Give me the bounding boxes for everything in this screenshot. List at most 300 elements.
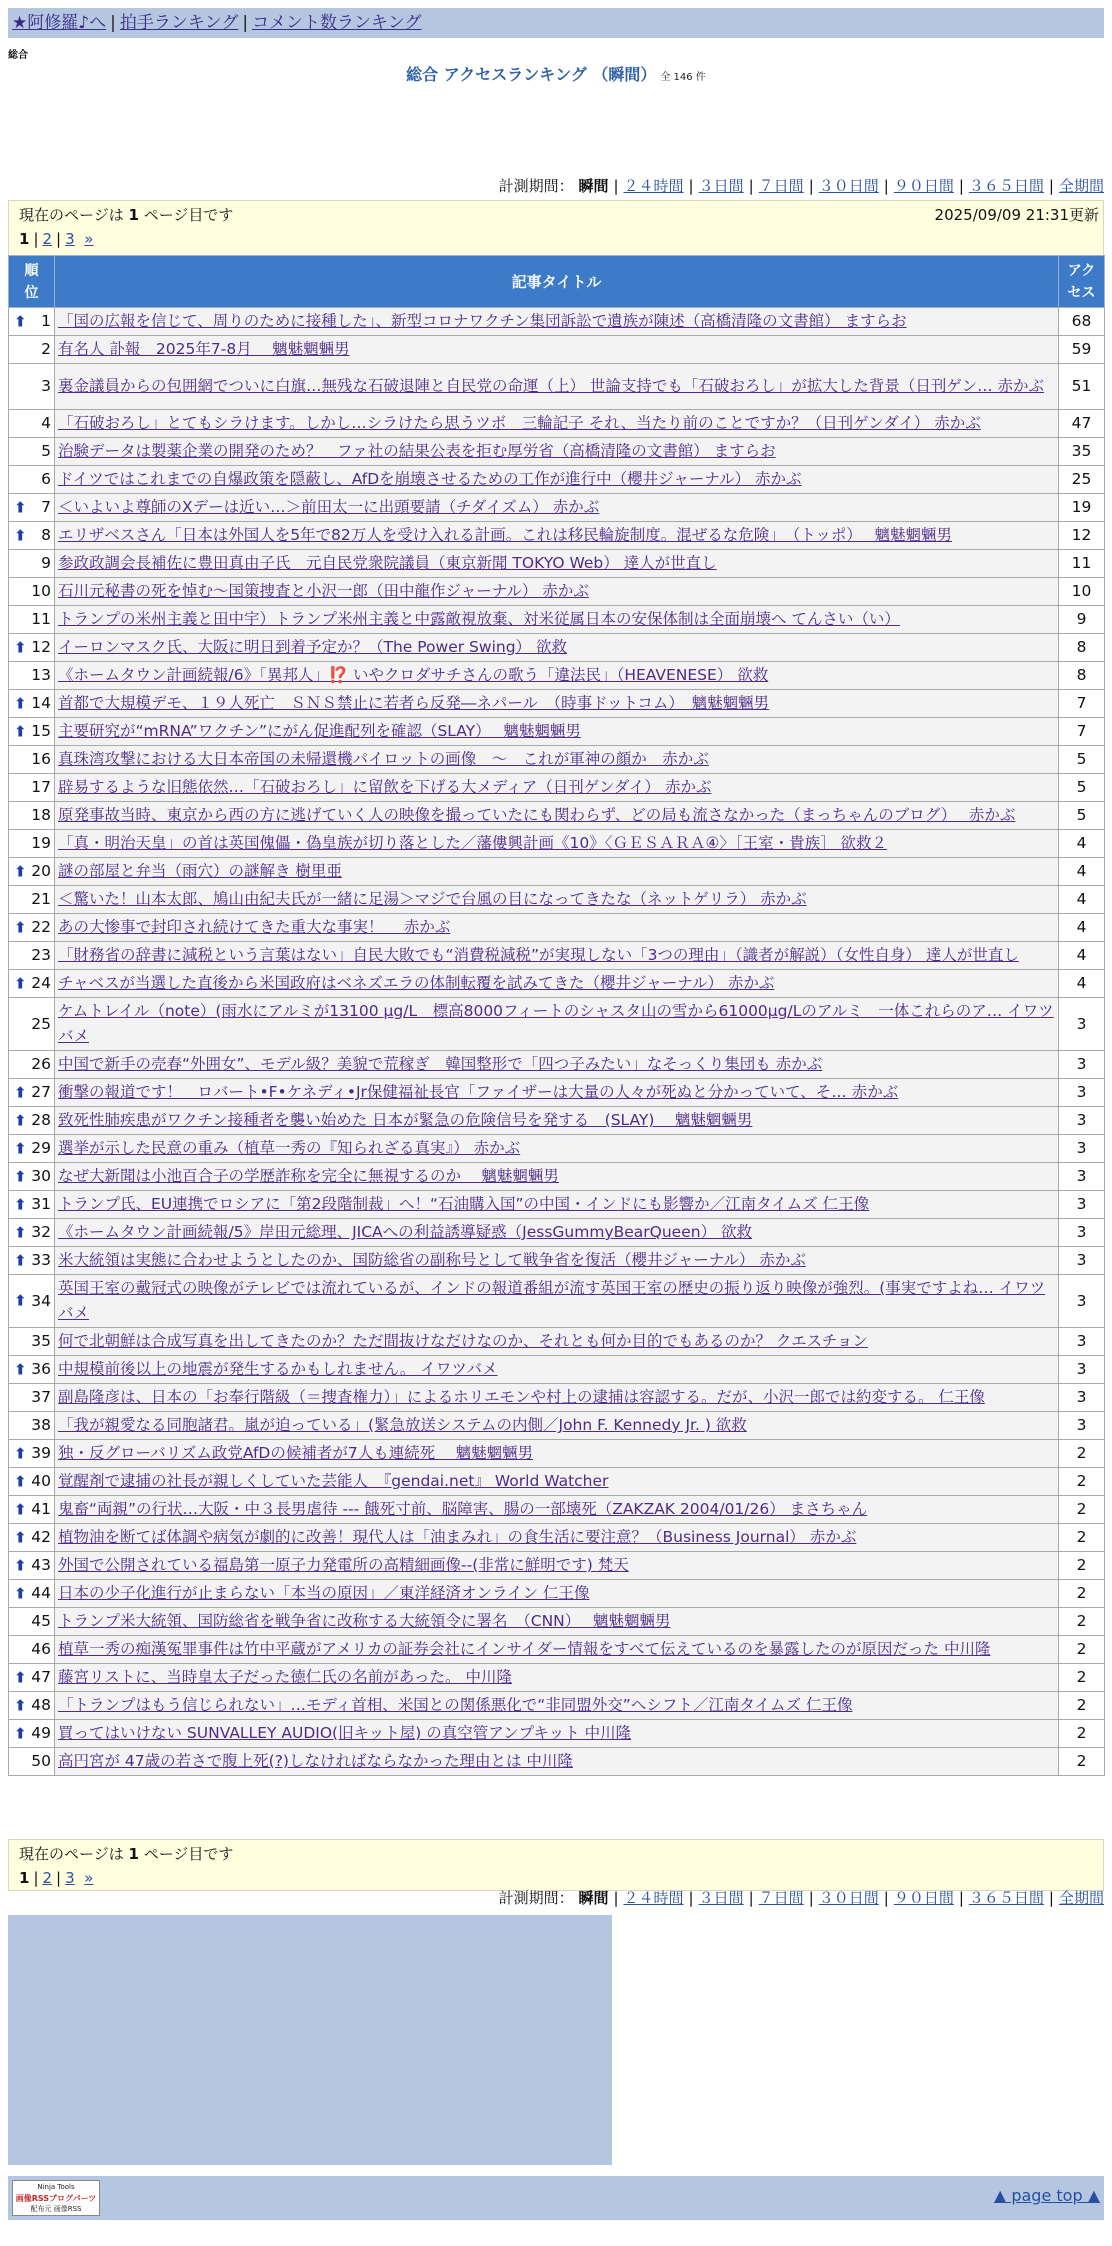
rank-header-text: 順位 (24, 262, 39, 301)
rank-cell (9, 494, 55, 522)
table-row (9, 438, 1105, 466)
title-cell (55, 1191, 1059, 1219)
access-count-cell: 2 (1059, 1496, 1105, 1524)
title-cell (55, 1496, 1059, 1524)
rank-up-arrow-icon: ⬆ (14, 1111, 27, 1129)
access-count-cell: 2 (1059, 1720, 1105, 1748)
access-count-cell: 3 (1059, 1219, 1105, 1247)
rank-cell (9, 1496, 55, 1524)
logo-main-text: 画像RSSブログパーツ (15, 2194, 97, 2203)
article-link[interactable]: 「財務省の辞書に減税という言葉はない」自民大敗でも“消費税減税”が実現しない「3つの理由」（識者が解説）（女性自身） 達人が世直し (58, 946, 1019, 964)
title-cell (55, 1135, 1059, 1163)
title-cell (55, 1720, 1059, 1748)
rank-cell (9, 1580, 55, 1608)
article-link[interactable]: 藤宮リストに、当時皇太子だった徳仁氏の名前があった。 中川隆 (58, 1668, 512, 1686)
article-link[interactable]: トランプの米州主義と田中宇）トランプ米州主義と中露敵視放棄、対米従属日本の安保体制は全面崩壊へ てんさい（い） (58, 610, 900, 628)
title-cell (55, 998, 1059, 1051)
rank-up-arrow-icon: ⬆ (14, 918, 27, 936)
article-link[interactable]: 外国で公開されている福島第一原子力発電所の高精細画像--(非常に鮮明です) 梵天 (58, 1556, 629, 1574)
title-cell (55, 336, 1059, 364)
ad-placeholder (8, 1915, 612, 2165)
title-cell (55, 1608, 1059, 1636)
article-link[interactable]: 植草一秀の痴漢冤罪事件は竹中平蔵がアメリカの証券会社にインサイダー情報をすべて伝えているのを暴露したのが原因だった 中川隆 (58, 1640, 991, 1658)
rank-cell (9, 802, 55, 830)
rank-up-arrow-icon: ⬆ (14, 1139, 27, 1157)
rank-cell (9, 746, 55, 774)
rank-cell (9, 1219, 55, 1247)
article-link[interactable]: あの大惨事で封印され続けてきた重大な事実！ 赤かぶ (58, 918, 451, 936)
period-link-3d[interactable]: ３日間 (698, 177, 744, 195)
ranking-table (8, 255, 1105, 1776)
access-count-cell: 4 (1059, 886, 1105, 914)
article-link[interactable]: ドイツではこれまでの自爆政策を隠蔽し、AfDを崩壊させるための工作が進行中（櫻井ジャーナル） 赤かぶ (58, 470, 802, 488)
rank-up-arrow-icon: ⬆ (14, 638, 27, 656)
rank-cell (9, 1608, 55, 1636)
table-row (9, 606, 1105, 634)
rank-cell (9, 1748, 55, 1776)
rank-cell (9, 1107, 55, 1135)
rank-cell (9, 1468, 55, 1496)
article-link[interactable]: チャベスが当選した直後から米国政府はベネズエラの体制転覆を試みてきた（櫻井ジャーナル） 赤かぶ (58, 974, 775, 992)
rank-cell (9, 1384, 55, 1412)
access-count-cell: 3 (1059, 1163, 1105, 1191)
access-count-cell: 3 (1059, 1135, 1105, 1163)
access-count-cell: 2 (1059, 1692, 1105, 1720)
period-link-7d[interactable]: ７日間 (758, 1889, 804, 1907)
title-cell (55, 466, 1059, 494)
access-count-cell: 10 (1059, 578, 1105, 606)
article-link[interactable]: 米大統領は実態に合わせようとしたのか、国防総省の副称号として戦争省を復活（櫻井ジャーナル） 赤かぶ (58, 1251, 806, 1269)
title-cell (55, 1384, 1059, 1412)
rank-cell (9, 886, 55, 914)
rank-cell (9, 1552, 55, 1580)
access-count-cell: 3 (1059, 998, 1105, 1051)
rank-cell (9, 970, 55, 998)
period-link-24h[interactable]: ２４時間 (623, 177, 684, 195)
page-1-current: 1 (19, 230, 30, 248)
rank-cell (9, 1412, 55, 1440)
table-row (9, 1524, 1105, 1552)
access-count-cell: 7 (1059, 690, 1105, 718)
title-cell (55, 1079, 1059, 1107)
title-header: 記事タイトル (55, 256, 1059, 308)
rank-number: 49 (31, 1724, 51, 1742)
article-link[interactable]: 英国王室の戴冠式の映像がテレビでは流れているが、インドの報道番組が流す英国王室の歴史の振り返り映像が強烈。(事実ですよね… イワツバメ (58, 1279, 1046, 1322)
period-link-24h[interactable]: ２４時間 (623, 1889, 684, 1907)
rank-cell (9, 336, 55, 364)
table-row (9, 1748, 1105, 1776)
rank-number: 22 (31, 918, 51, 936)
rank-cell (9, 1636, 55, 1664)
rank-number: 30 (31, 1167, 51, 1185)
access-count-cell: 2 (1059, 1580, 1105, 1608)
article-link[interactable]: トランプ米大統領、国防総省を戦争省に改称する大統領令に署名 （CNN） 魑魅魍魎男 (58, 1612, 671, 1630)
article-link[interactable]: 「国の広報を信じて、周りのために接種した」、新型コロナワクチン集団訴訟で遺族が陳述（高橋清隆の文書館） ますらお (58, 312, 907, 330)
title-cell (55, 690, 1059, 718)
article-link[interactable]: 「我が親愛なる同胞諸君。嵐が迫っている」(緊急放送システムの内側／John F. Kennedy Jr. ) 欲救 (58, 1416, 747, 1434)
rank-number: 15 (31, 722, 51, 740)
rank-number: 34 (31, 1291, 51, 1310)
access-count-cell: 4 (1059, 914, 1105, 942)
title-cell (55, 914, 1059, 942)
rank-cell (9, 466, 55, 494)
article-link[interactable]: 覚醒剤で逮捕の社長が親しくしていた芸能人 『gendai.net』 World Watcher (58, 1472, 609, 1490)
article-link[interactable]: 原発事故当時、東京から西の方に逃げていく人の映像を撮っていたにも関わらず、どの局も流さなかった（まっちゃんのブログ） 赤かぶ (58, 806, 1016, 824)
article-link[interactable]: 副島隆彦は、日本の「お奉行階級（＝捜査権力）」によるホリエモンや村上の逮捕は容認する。だが、小沢一郎では約変する。 仁王像 (58, 1388, 985, 1406)
table-row (9, 1440, 1105, 1468)
access-count-cell: 3 (1059, 1275, 1105, 1328)
rank-number: 6 (41, 470, 51, 488)
rank-up-arrow-icon: ⬆ (14, 1083, 27, 1101)
rank-number: 24 (31, 974, 51, 992)
rank-cell (9, 718, 55, 746)
rank-number: 29 (31, 1139, 51, 1157)
article-link[interactable]: 裏金議員からの包囲網でついに白旗…無残な石破退陣と自民党の命運（上） 世論支持でも「石破おろし」が拡大した背景（日刊ゲン… 赤かぶ (58, 377, 1045, 395)
table-row (9, 1356, 1105, 1384)
logo-top-text: Ninja Tools (37, 2183, 75, 2191)
article-link[interactable]: 治験データは製薬企業の開発のため？ ファ社の結果公表を拒む厚労省（高橋清隆の文書館） ますらお (58, 442, 776, 460)
article-link[interactable]: なぜ大新聞は小池百合子の学歴詐称を完全に無視するのか 魑魅魍魎男 (58, 1167, 559, 1185)
title-cell (55, 1664, 1059, 1692)
rank-up-arrow-icon: ⬆ (14, 1195, 27, 1213)
page-2-link[interactable]: 2 (42, 1869, 53, 1887)
period-selector-top: 計測期間： 瞬間 | ２４時間 | ３日間 | ７日間 | ３０日間 | ９０日間 | ３６５日間 | 全期間 (498, 177, 1104, 195)
rank-number: 50 (31, 1752, 51, 1770)
table-row (9, 970, 1105, 998)
access-count-cell: 8 (1059, 662, 1105, 690)
article-link[interactable]: 衝撃の報道です！ ロバート•F•ケネディ•Jr保健福祉長官「ファイザーは大量の人々が死ぬと分かっていて、そ… 赤かぶ (58, 1083, 899, 1101)
pagination: 1 | 2 | 3 » (19, 230, 94, 248)
table-row (9, 550, 1105, 578)
access-count-cell: 2 (1059, 1524, 1105, 1552)
table-row (9, 1608, 1105, 1636)
title-cell (55, 1552, 1059, 1580)
table-row (9, 1636, 1105, 1664)
pagination: 1 | 2 | 3 » (19, 1869, 94, 1887)
rank-number: 11 (31, 610, 51, 628)
rank-number: 10 (31, 582, 51, 600)
title-cell (55, 858, 1059, 886)
page-top-link[interactable]: ▲ page top ▲ (993, 2186, 1100, 2205)
rank-up-arrow-icon: ⬆ (14, 1528, 27, 1546)
rank-number: 21 (31, 890, 51, 908)
rank-up-arrow-icon: ⬆ (14, 312, 27, 330)
rank-up-arrow-icon: ⬆ (14, 1668, 27, 1686)
period-link-7d[interactable]: ７日間 (758, 177, 804, 195)
access-count-cell: 11 (1059, 550, 1105, 578)
pager-bottom (8, 1839, 1104, 1891)
article-link[interactable]: 有名人 訃報 2025年7-8月 魑魅魍魎男 (58, 340, 350, 358)
article-link[interactable]: イーロンマスク氏、大阪に明日到着予定か？（The Power Swing） 欲救 (58, 638, 567, 656)
table-row (9, 802, 1105, 830)
access-count-cell: 2 (1059, 1748, 1105, 1776)
rank-number: 41 (31, 1500, 51, 1518)
rank-number: 1 (41, 312, 51, 330)
period-selector-bottom: 計測期間： 瞬間 | ２４時間 | ３日間 | ７日間 | ３０日間 | ９０日間 | ３６５日間 | 全期間 (498, 1889, 1104, 1907)
rank-number: 12 (31, 638, 51, 656)
access-count-cell: 4 (1059, 858, 1105, 886)
period-link-90d[interactable]: ９０日間 (893, 1889, 954, 1907)
table-row (9, 1275, 1105, 1328)
table-row (9, 858, 1105, 886)
article-link[interactable]: 何で北朝鮮は合成写真を出してきたのか？ただ間抜けなだけなのか、それとも何か目的でもあるのか？ クエスチョン (58, 1332, 868, 1350)
rank-up-arrow-icon: ⬆ (14, 1584, 27, 1602)
article-link[interactable]: 買ってはいけない SUNVALLEY AUDIO(旧キット屋) の真空管アンプキット 中川隆 (58, 1724, 632, 1742)
rank-number: 32 (31, 1223, 51, 1241)
title-cell (55, 364, 1059, 410)
rank-number: 3 (41, 377, 51, 395)
access-count-cell: 12 (1059, 522, 1105, 550)
period-link-all[interactable]: 全期間 (1058, 1889, 1104, 1907)
rank-number: 16 (31, 750, 51, 768)
period-label: 計測期間： (498, 1889, 574, 1907)
rank-cell (9, 998, 55, 1051)
page-2-link[interactable]: 2 (42, 230, 53, 248)
article-link[interactable]: 「トランプはもう信じられない」…モディ首相、米国との関係悪化で“非同盟外交”へシフト／江南タイムズ 仁王像 (58, 1696, 853, 1714)
rank-number: 44 (31, 1584, 51, 1602)
title-cell (55, 802, 1059, 830)
title-cell (55, 1440, 1059, 1468)
table-row (9, 662, 1105, 690)
access-count-cell: 2 (1059, 1440, 1105, 1468)
access-count-cell: 2 (1059, 1552, 1105, 1580)
rank-number: 20 (31, 862, 51, 880)
rank-number: 45 (31, 1612, 51, 1630)
pager-prefix: 現在のページは (19, 1845, 124, 1863)
article-link[interactable]: 日本の少子化進行が止まらない「本当の原因」／東洋経済オンライン 仁王像 (58, 1584, 590, 1602)
rank-number: 7 (41, 498, 51, 516)
rank-number: 28 (31, 1111, 51, 1129)
page-1-current: 1 (19, 1869, 30, 1887)
access-count-cell: 5 (1059, 746, 1105, 774)
period-link-365d[interactable]: ３６５日間 (968, 177, 1044, 195)
table-row (9, 1191, 1105, 1219)
title-cell (55, 746, 1059, 774)
rank-cell (9, 550, 55, 578)
rank-cell (9, 1720, 55, 1748)
table-row (9, 746, 1105, 774)
access-count-cell: 59 (1059, 336, 1105, 364)
title-cell (55, 1107, 1059, 1135)
article-link[interactable]: 辟易するような旧態依然…「石破おろし」に留飲を下げる大メディア（日刊ゲンダイ） 赤かぶ (58, 778, 712, 796)
next-page-link[interactable]: » (84, 230, 94, 248)
logo-sub-text: 配布元 画像RSS (30, 2205, 82, 2213)
article-link[interactable]: 鬼畜“両親”の行状…大阪・中３長男虐待 --- 餓死寸前、脳障害、腸の一部壊死（ZAKZAK 2004/01/26） まさちゃん (58, 1500, 868, 1518)
table-row (9, 336, 1105, 364)
access-count-cell: 25 (1059, 466, 1105, 494)
access-count-cell: 3 (1059, 1356, 1105, 1384)
rank-number: 13 (31, 666, 51, 684)
rank-up-arrow-icon: ⬆ (14, 1251, 27, 1269)
rank-number: 26 (31, 1055, 51, 1073)
access-count-cell: 5 (1059, 774, 1105, 802)
table-row (9, 774, 1105, 802)
table-row (9, 1412, 1105, 1440)
article-link[interactable]: 参政政調会長補佐に豊田真由子氏 元自民党衆院議員（東京新聞 TOKYO Web） 達人が世直し (58, 554, 717, 572)
rank-number: 42 (31, 1528, 51, 1546)
article-link[interactable]: ケムトレイル（note）(雨水にアルミが13100 μg/L 標高8000フィートのシャスタ山の雪から61000μg/Lのアルミ 一体これらのア… イワツバメ (58, 1002, 1054, 1045)
access-count-cell: 4 (1059, 942, 1105, 970)
rank-number: 48 (31, 1696, 51, 1714)
rank-cell (9, 308, 55, 336)
rank-number: 43 (31, 1556, 51, 1574)
period-link-30d[interactable]: ３０日間 (818, 1889, 879, 1907)
rank-number: 31 (31, 1195, 51, 1213)
rss-parts-logo[interactable] (12, 2180, 100, 2216)
pager-top (8, 200, 1104, 256)
rank-cell (9, 364, 55, 410)
access-count-cell: 3 (1059, 1328, 1105, 1356)
title-cell (55, 1748, 1059, 1776)
rank-cell (9, 1135, 55, 1163)
rank-header (9, 256, 55, 308)
access-count-cell: 3 (1059, 1384, 1105, 1412)
table-row (9, 942, 1105, 970)
page-3-link[interactable]: 3 (65, 230, 75, 248)
period-link-all[interactable]: 全期間 (1058, 177, 1104, 195)
article-link[interactable]: 石川元秘書の死を悼む〜国策捜査と小沢一郎（田中龍作ジャーナル） 赤かぶ (58, 582, 589, 600)
period-link-365d[interactable]: ３６５日間 (968, 1889, 1044, 1907)
rank-up-arrow-icon: ⬆ (14, 862, 27, 880)
article-link[interactable]: トランプ氏、EU連携でロシアに「第2段階制裁」へ！“石油購入国”の中国・インドにも影響か／江南タイムズ 仁王像 (58, 1195, 870, 1213)
access-count-cell: 47 (1059, 410, 1105, 438)
rank-number: 4 (41, 414, 51, 432)
article-link[interactable]: 主要研究が“mRNA”ワクチン”にがん促進配列を確認（SLAY） 魑魅魍魎男 (58, 722, 581, 740)
page-title-text: 総合 アクセスランキング （瞬間） (406, 65, 657, 84)
access-count-cell: 8 (1059, 634, 1105, 662)
rank-cell (9, 578, 55, 606)
article-link[interactable]: 《ホームタウン計画続報/5》岸田元総理、JICAへの利益誘導疑惑（JessGummyBearQueen） 欲救 (58, 1223, 753, 1241)
rank-cell (9, 1051, 55, 1079)
access-count-cell: 35 (1059, 438, 1105, 466)
article-link[interactable]: 致死性肺疾患がワクチン接種者を襲い始めた 日本が緊急の危険信号を発する (SLAY) 魑魅魍魎男 (58, 1111, 753, 1129)
title-cell (55, 1051, 1059, 1079)
article-link[interactable]: 「石破おろし」とてもシラけます。しかし…シラけたら思うツボ 三輪記子 それ、当たり前のことですか？（日刊ゲンダイ） 赤かぶ (58, 414, 981, 432)
article-link[interactable]: エリザベスさん「日本は外国人を5年で82万人を受け入れる計画。これは移民輪旋制度。混ぜるな危険」 （トッポ） 魑魅魍魎男 (58, 526, 952, 544)
period-link-3d[interactable]: ３日間 (698, 1889, 744, 1907)
rank-cell (9, 522, 55, 550)
rank-number: 14 (31, 694, 51, 712)
article-link[interactable]: ＜驚いた！山本太郎、鳩山由紀夫氏が一緒に足湯＞マジで台風の目になってきたな（ネットゲリラ） 赤かぶ (58, 890, 807, 908)
article-link[interactable]: 植物油を断てば体調や病気が劇的に改善！現代人は「油まみれ」の食生活に要注意？（Business Journal） 赤かぶ (58, 1528, 857, 1546)
total-count: 全 146 件 (660, 72, 706, 83)
rank-up-arrow-icon: ⬆ (14, 1724, 27, 1742)
article-link[interactable]: 高円宮が 47歳の若さで腹上死(?)しなければならなかった理由とは 中川隆 (58, 1752, 573, 1770)
title-cell (55, 1692, 1059, 1720)
rank-number: 39 (31, 1444, 51, 1462)
access-count-cell: 7 (1059, 718, 1105, 746)
access-count-cell: 19 (1059, 494, 1105, 522)
nav-separator: | (242, 13, 249, 33)
rank-number: 2 (41, 340, 51, 358)
table-row (9, 1552, 1105, 1580)
rank-cell (9, 690, 55, 718)
rank-cell (9, 1328, 55, 1356)
table-row (9, 914, 1105, 942)
rank-cell (9, 1356, 55, 1384)
title-cell (55, 1247, 1059, 1275)
ranking-table-body (9, 308, 1105, 1776)
access-count-cell: 2 (1059, 1636, 1105, 1664)
page-title (0, 62, 1112, 85)
rank-cell (9, 774, 55, 802)
table-row (9, 1247, 1105, 1275)
pager-current: 1 (128, 1845, 139, 1863)
rank-cell (9, 1692, 55, 1720)
article-link[interactable]: 謎の部屋と弁当（雨穴）の謎解き 樹里亜 (58, 862, 342, 880)
home-link[interactable]: ★阿修羅♪へ (12, 13, 107, 33)
applause-ranking-link[interactable]: 拍手ランキング (119, 13, 239, 33)
title-cell (55, 1163, 1059, 1191)
next-page-link[interactable]: » (84, 1869, 94, 1887)
table-row (9, 634, 1105, 662)
title-cell (55, 1524, 1059, 1552)
article-link[interactable]: 選挙が示した民意の重み（植草一秀の『知られざる真実』） 赤かぶ (58, 1139, 521, 1157)
rank-cell (9, 606, 55, 634)
access-count-cell: 2 (1059, 1664, 1105, 1692)
rank-cell (9, 1247, 55, 1275)
rank-number: 27 (31, 1083, 51, 1101)
rank-cell (9, 1275, 55, 1328)
title-cell (55, 942, 1059, 970)
table-row (9, 466, 1105, 494)
access-count-cell: 3 (1059, 1051, 1105, 1079)
period-label: 計測期間： (498, 177, 574, 195)
rank-cell (9, 830, 55, 858)
rank-up-arrow-icon: ⬆ (14, 1291, 27, 1310)
access-count-cell: 4 (1059, 830, 1105, 858)
count-header-text: アクセス (1067, 262, 1096, 301)
title-cell (55, 522, 1059, 550)
rank-up-arrow-icon: ⬆ (14, 974, 27, 992)
rank-number: 25 (31, 1014, 51, 1033)
article-link[interactable]: 首都で大規模デモ、１９人死亡 ＳＮＳ禁止に若者ら反発―ネパール （時事ドットコム） 魑魅魍魎男 (58, 694, 770, 712)
article-link[interactable]: 「真・明治天皇」の首は英国傀儡・偽皇族が切り落とした／藩僂興計画《10》〈ＧＥＳＡＲＡ④〉［王室・貴族］ 欲救２ (58, 834, 888, 852)
period-link-90d[interactable]: ９０日間 (893, 177, 954, 195)
article-link[interactable]: ＜いよいよ尊師のXデーは近い…＞前田太一に出頭要請（チダイズム） 赤かぶ (58, 498, 600, 516)
comment-ranking-link[interactable]: コメント数ランキング (252, 13, 422, 33)
rank-up-arrow-icon: ⬆ (14, 1472, 27, 1490)
rank-up-arrow-icon: ⬆ (14, 1556, 27, 1574)
article-link[interactable]: 《ホームタウン計画続報/6》「異邦人」⁉️ いやクロダサチさんの歌う「違法民」（HEAVENESE） 欲救 (58, 666, 769, 684)
table-row (9, 1328, 1105, 1356)
rank-up-arrow-icon: ⬆ (14, 694, 27, 712)
page-3-link[interactable]: 3 (65, 1869, 75, 1887)
access-count-cell: 2 (1059, 1468, 1105, 1496)
rank-number: 46 (31, 1640, 51, 1658)
footer (8, 2176, 1104, 2220)
rank-cell (9, 410, 55, 438)
title-cell (55, 1328, 1059, 1356)
access-count-cell: 51 (1059, 364, 1105, 410)
article-link[interactable]: 独・反グローバリズム政党AfDの候補者が7人も連続死 魑魅魍魎男 (58, 1444, 534, 1462)
title-cell (55, 1636, 1059, 1664)
access-count-cell: 4 (1059, 970, 1105, 998)
period-link-30d[interactable]: ３０日間 (818, 177, 879, 195)
rank-up-arrow-icon: ⬆ (14, 1500, 27, 1518)
rank-number: 19 (31, 834, 51, 852)
table-row (9, 1496, 1105, 1524)
article-link[interactable]: 真珠湾攻撃における大日本帝国の未帰還機パイロットの画像 〜 これが軍神の顔か 赤かぶ (58, 750, 709, 768)
article-link[interactable]: 中規模前後以上の地震が発生するかもしれません。 イワツバメ (58, 1360, 498, 1378)
title-cell (55, 494, 1059, 522)
access-count-cell: 3 (1059, 1247, 1105, 1275)
pager-prefix: 現在のページは (19, 206, 124, 224)
table-row (9, 364, 1105, 410)
article-link[interactable]: 中国で新手の売春“外囲女”、モデル級？美貌で荒稼ぎ 韓国整形で「四つ子みたい」なそっくり集団も 赤かぶ (58, 1055, 823, 1073)
rank-number: 18 (31, 806, 51, 824)
nav-separator: | (110, 13, 116, 33)
